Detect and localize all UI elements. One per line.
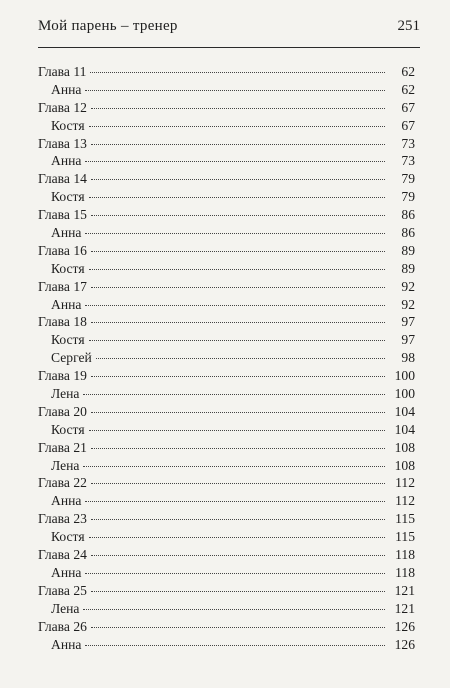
toc-chapter-entry [38,206,415,224]
dot-leader [91,376,385,377]
toc-subentry [38,492,415,510]
toc-entry-page: 67 [401,117,415,133]
toc-chapter-entry [38,170,415,188]
toc-subentry [38,296,415,314]
dot-leader [91,591,385,592]
toc-entry-label: Костя [51,117,85,133]
toc-entry-page: 115 [395,511,415,527]
toc-entry-label: Анна [51,296,82,312]
header-rule [38,47,420,48]
toc-entry-page: 100 [394,386,415,402]
toc-entry-label: Глава 24 [38,547,87,563]
toc-entry-page: 108 [394,457,415,473]
toc-chapter-entry [38,582,415,600]
toc-entry-page: 62 [401,81,415,97]
dot-leader [91,108,385,109]
toc-chapter-entry [38,510,415,528]
dot-leader [83,394,385,395]
dot-leader [91,627,385,628]
toc-entry-page: 92 [401,278,415,294]
toc-entry-page: 86 [401,207,415,223]
toc-subentry [38,421,415,439]
dot-leader [89,340,385,341]
toc-entry-page: 98 [401,350,415,366]
toc-entry-label: Глава 20 [38,403,87,419]
toc-entry-label: Глава 23 [38,511,87,527]
book-title: Мой парень – тренер [38,18,178,34]
toc-entry-page: 89 [401,260,415,276]
toc-entry-page: 104 [394,403,415,419]
toc-chapter-entry [38,63,415,81]
toc-chapter-entry [38,618,415,636]
dot-leader [83,609,385,610]
dot-leader [89,430,385,431]
toc-entry-page: 67 [401,99,415,115]
toc-entry-page: 121 [394,582,415,598]
dot-leader [89,197,385,198]
toc-entry-label: Костя [51,421,85,437]
toc-entry-label: Сергей [51,350,92,366]
toc-entry-page: 126 [394,636,415,652]
toc-subentry [38,528,415,546]
toc-chapter-entry [38,135,415,153]
toc-entry-page: 121 [394,600,415,616]
dot-leader [91,519,385,520]
toc-chapter-entry [38,546,415,564]
dot-leader [85,573,385,574]
toc-entry-label: Глава 17 [38,278,87,294]
dot-leader [91,412,385,413]
toc-entry-page: 100 [394,368,415,384]
toc-entry-label: Лена [51,457,80,473]
toc-entry-label: Костя [51,529,85,545]
toc-entry-label: Глава 18 [38,314,87,330]
toc-entry-label: Глава 12 [38,99,87,115]
toc-chapter-entry [38,278,415,296]
dot-leader [91,144,385,145]
toc-entry-label: Глава 11 [38,64,87,79]
toc-chapter-entry [38,313,415,331]
toc-subentry [38,636,415,654]
dot-leader [85,645,385,646]
toc-entry-page: 118 [395,547,415,563]
dot-leader [89,269,385,270]
toc-entry-label: Анна [51,81,82,97]
toc-entry-page: 126 [394,618,415,634]
dot-leader [91,322,385,323]
dot-leader [91,179,385,180]
toc-subentry [38,600,415,618]
toc-entry-page: 92 [401,296,415,312]
toc-entry-label: Анна [51,636,82,652]
dot-leader [91,555,385,556]
toc-entry-label: Глава 19 [38,368,87,384]
toc-entry-page: 73 [401,135,415,151]
dot-leader [83,466,385,467]
dot-leader [89,126,385,127]
toc-entry-page: 62 [401,64,415,79]
toc-chapter-entry [38,99,415,117]
toc-subentry [38,188,415,206]
toc-entry-label: Глава 15 [38,207,87,223]
toc-entry-page: 97 [401,314,415,330]
toc-entry-label: Лена [51,386,80,402]
toc-entry-label: Глава 26 [38,618,87,634]
dot-leader [91,215,385,216]
dot-leader [85,161,385,162]
toc-entry-label: Глава 14 [38,171,87,187]
dot-leader [91,287,385,288]
dot-leader [89,537,385,538]
toc-entry-page: 112 [395,493,415,509]
toc-entry-label: Глава 25 [38,582,87,598]
dot-leader [91,483,385,484]
toc-chapter-entry [38,439,415,457]
toc-subentry [38,260,415,278]
dot-leader [90,72,385,73]
toc-subentry [38,81,415,99]
toc-entry-page: 89 [401,242,415,258]
toc-chapter-entry [38,403,415,421]
dot-leader [85,90,385,91]
dot-leader [91,448,385,449]
toc-entry-label: Анна [51,564,82,580]
dot-leader [96,358,385,359]
page-number: 251 [397,18,420,34]
toc-subentry [38,331,415,349]
toc-subentry [38,152,415,170]
toc-entry-label: Анна [51,493,82,509]
toc-entry-page: 73 [401,153,415,169]
toc-entry-label: Костя [51,260,85,276]
dot-leader [85,501,385,502]
dot-leader [91,251,385,252]
toc-subentry [38,457,415,475]
toc-entry-page: 79 [401,189,415,205]
dot-leader [85,233,385,234]
toc-entry-label: Глава 22 [38,475,87,491]
toc-entry-page: 112 [395,475,415,491]
toc-entry-label: Костя [51,189,85,205]
dot-leader [85,305,385,306]
toc-entry-label: Глава 13 [38,135,87,151]
toc-entry-page: 118 [395,564,415,580]
toc-subentry [38,117,415,135]
toc-entry-label: Глава 21 [38,439,87,455]
toc-subentry [38,224,415,242]
toc-entry-label: Костя [51,332,85,348]
toc-subentry [38,564,415,582]
toc-entry-page: 97 [401,332,415,348]
running-header [38,18,420,40]
toc-entry-page: 115 [395,529,415,545]
toc-entry-label: Анна [51,153,82,169]
toc-subentry [38,349,415,367]
toc-entry-label: Глава 16 [38,242,87,258]
toc-entry-page: 108 [394,439,415,455]
toc-chapter-entry [38,474,415,492]
toc-subentry [38,385,415,403]
toc-entry-page: 79 [401,171,415,187]
toc-chapter-entry [38,367,415,385]
table-of-contents [38,63,415,653]
toc-entry-label: Анна [51,225,82,241]
toc-entry-label: Лена [51,600,80,616]
toc-entry-page: 86 [401,225,415,241]
toc-entry-page: 104 [394,421,415,437]
toc-chapter-entry [38,242,415,260]
